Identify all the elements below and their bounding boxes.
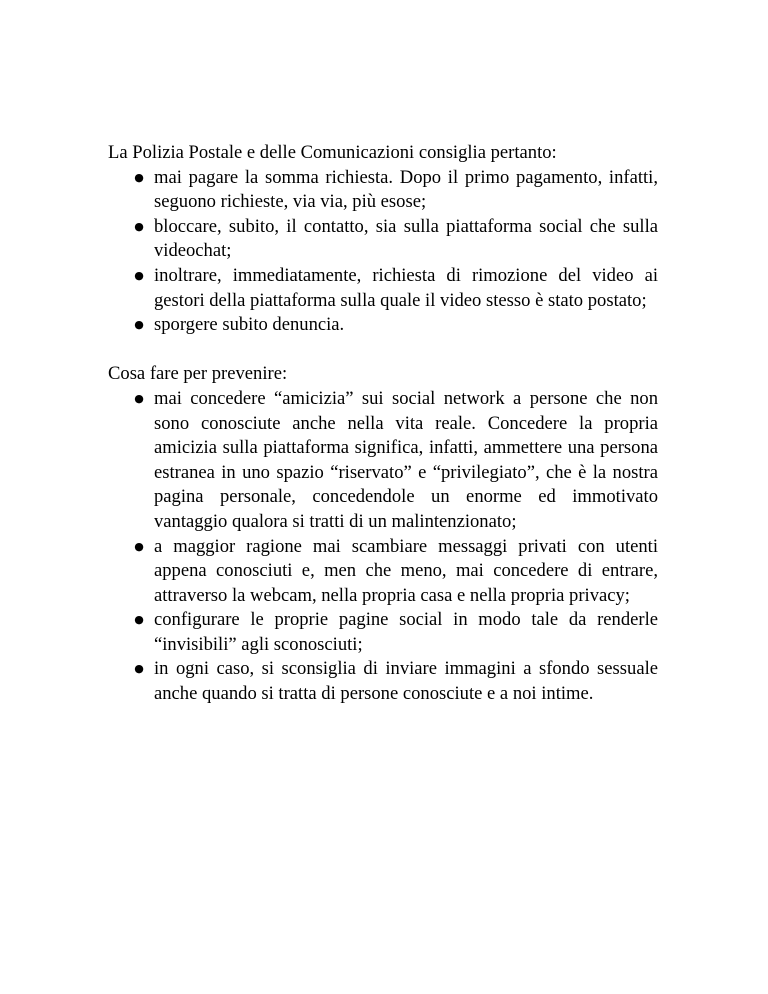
list-item-text: inoltrare, immediatamente, richiesta di rimozione del video ai gestori della piattaforma sulla quale il video stesso è stato postato; (154, 264, 658, 311)
list-item-text: mai pagare la somma richiesta. Dopo il primo pagamento, infatti, seguono richieste, via via, più esose; (154, 166, 658, 213)
list-item (108, 313, 658, 338)
list-item-text: sporgere subito denuncia. (154, 314, 345, 336)
bullet-icon: ● (134, 613, 144, 627)
list-item (108, 215, 658, 264)
list-item-text: a maggior ragione mai scambiare messaggi privati con utenti appena conosciuti e, men che meno, mai concedere di entrare, attraverso la webcam, nella propria casa e nella propria privacy; (154, 535, 658, 606)
bullet-icon: ● (134, 539, 144, 553)
bullet-icon: ● (134, 391, 144, 405)
document-body (108, 141, 658, 707)
section-heading-advice: La Polizia Postale e delle Comunicazioni consiglia pertanto: (108, 142, 557, 163)
prevention-list (108, 387, 658, 707)
list-item-text: in ogni caso, si sconsiglia di inviare immagini a sfondo sessuale anche quando si tratta di persone conosciute e a noi intime. (154, 658, 658, 705)
list-item (108, 608, 658, 657)
list-item-text: mai concedere “amicizia” sui social network a persone che non sono conosciute anche nella vita reale. Concedere la propria amicizia sulla piattaforma significa, infatti, ammettere una persona estranea in uno spazio “riservato” e “privilegiato”, che è la nostra pagina personale, concedendole un enorme ed immotivato vantaggio qualora si tratti di un malintenzionato; (154, 387, 658, 532)
section-heading-prevention: Cosa fare per prevenire: (108, 363, 288, 385)
list-item (108, 166, 658, 215)
list-item (108, 387, 658, 535)
bullet-icon: ● (134, 318, 144, 332)
bullet-icon: ● (134, 170, 144, 184)
list-item (108, 535, 658, 609)
bullet-icon: ● (134, 219, 144, 233)
list-item (108, 657, 658, 706)
list-item-text: bloccare, subito, il contatto, sia sulla piattaforma social che sulla videochat; (154, 215, 658, 262)
bullet-icon: ● (134, 662, 144, 676)
advice-list (108, 166, 658, 338)
list-item-text: configurare le proprie pagine social in modo tale da renderle “invisibili” agli sconosciuti; (154, 609, 658, 655)
bullet-icon: ● (134, 268, 144, 282)
section-spacer (108, 338, 658, 363)
list-item (108, 264, 658, 313)
